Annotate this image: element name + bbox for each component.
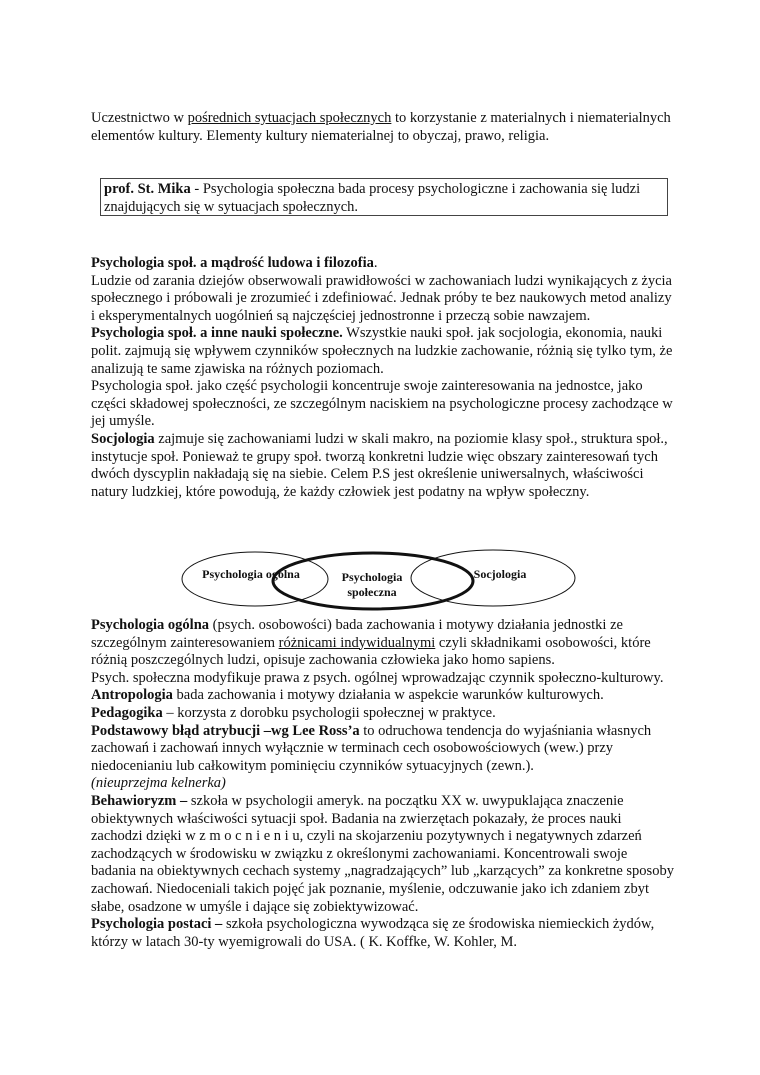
section-gestalt-heading: Psychologia postaci – xyxy=(91,916,223,933)
section-attribution-error: Podstawowy błąd atrybucji –wg Lee Ross’a to odruchowa tendencja do wyjaśniania własnych zachowań i zachowań innych wyłącznie w terminach cech osobowościowych (wew.) przy niedocenianiu lub całkowitym pominięciu czynników sytuacyjnych (zewn.). (nieuprzejma kelnerka) xyxy=(91,722,652,792)
section-general-psych-heading: Psychologia ogólna xyxy=(91,617,210,633)
section-sociology-body: zajmuje się zachowaniami ludzi w skali makro, na poziomie klasy społ., struktura społ., instytucje społ. Ponieważ te grupy społ. tworzą konkretni ludzie więc obszary zainteresowań tych dwóch dyscyplin nakładają się na siebie. Celem P.S jest określenie uniwersalnych, właściwości natury ludzkiej, które powodują, że każdy człowiek jest podatny na wpływ społeczny. xyxy=(91,430,668,500)
venn-center-label-1: Psychologia xyxy=(341,570,403,584)
venn-left-label: Psychologia ogólna xyxy=(202,567,300,581)
section-sociology xyxy=(91,431,676,501)
intro-paragraph xyxy=(91,110,676,145)
section-other-sciences-body: Wszystkie nauki społ. jak socjologia, ekonomia, nauki polit. zajmują się wpływem czynników społecznych na ludzkie zachowanie, różnią się tylko tym, że analizują te same zjawiska na różnych poziomach. xyxy=(91,325,673,377)
section-other-sciences-heading: Psychologia społ. a inne nauki społeczne. xyxy=(91,325,343,342)
intro-underlined-term: pośrednich sytuacjach społecznych xyxy=(187,110,392,126)
definition-text: - Psychologia społeczna bada procesy psychologiczne i zachowania się ludzi znajdujących się w sytuacjach społecznych. xyxy=(104,181,641,215)
section-behaviorism-heading: Behawioryzm – xyxy=(91,792,188,809)
section-sociology-heading: Socjologia xyxy=(91,430,155,447)
section-social-psych-mod: Psych. społeczna modyfikuje prawa z psych. ogólnej wprowadzając czynnik społeczno-kulturowy. xyxy=(91,669,664,686)
section-general-psych-underlined: różnicami indywidualnymi xyxy=(278,634,436,651)
intro-text-end: to korzystanie z materialnych i niematerialnych elementów kultury. Elementy kultury niematerialnej to obyczaj, prawo, religia. xyxy=(91,110,671,144)
section-anthropology-heading: Antropologia xyxy=(91,687,173,704)
intro-text-start: Uczestnictwo w xyxy=(91,110,188,126)
section-gestalt: Psychologia postaci – szkoła psychologiczna wywodząca się ze środowiska niemieckich żydów, którzy w latach 30-ty wyemigrowali do USA. ( K. Koffke, W. Kohler, M. xyxy=(91,916,655,950)
section-other-sciences xyxy=(91,325,676,378)
venn-right-label: Socjologia xyxy=(473,567,527,581)
section-anthropology: Antropologia bada zachowania i motywy działania w aspekcie warunków kulturowych. xyxy=(91,687,604,704)
section-folk-wisdom-heading: Psychologia społ. a mądrość ludowa i filozofia xyxy=(91,255,374,271)
venn-center-label-2: społeczna xyxy=(347,585,397,599)
section-pedagogy-heading: Pedagogika xyxy=(91,704,163,721)
definition-box xyxy=(100,178,668,216)
section-folk-wisdom-body: Ludzie od zarania dziejów obserwowali prawidłowości w zachowaniach ludzi wynikających z życia społecznego i próbowali je zrozumieć i zdefiniować. Jednak próby te bez naukowych metod analizy i eksperymentalnych uogólnień są najczęściej jednostronne i przeczą sobie nawzajem. xyxy=(91,272,672,324)
section-folk-wisdom: Psychologia społ. a mądrość ludowa i filozofia. Ludzie od zarania dziejów obserwowali prawidłowości w zachowaniach ludzi wynikających z życia społecznego i próbowali je zrozumieć i zdefiniować. Jednak próby te bez naukowych metod analizy i eksperymentalnych uogólnień są najczęściej jednostronne i przeczą sobie nawzajem. xyxy=(91,255,672,324)
section-pedagogy: Pedagogika – korzysta z dorobku psychologii społecznej w praktyce. xyxy=(91,704,496,721)
section-attribution-example: (nieuprzejma kelnerka) xyxy=(91,775,226,792)
section-social-psych-part: Psychologia społ. jako część psychologii koncentruje swoje zainteresowania na jednostce, jako części składowej społeczności, ze szczególnym naciskiem na psychologiczne procesy zachodzące w jej umyśle. xyxy=(91,378,673,430)
main-text-part-2 xyxy=(91,617,676,951)
main-text-part-1 xyxy=(91,255,676,501)
definition-author: prof. St. Mika xyxy=(104,181,191,197)
section-general-psych: Psychologia ogólna (psych. osobowości) bada zachowania i motywy działania jednostki ze szczególnym zainteresowaniem różnicami indywidualnymi czyli składnikami osobowości, które różnią poszczególnych ludzi, opisuje zachowania człowieka jako homo sapiens. xyxy=(91,617,651,669)
venn-diagram xyxy=(175,546,605,616)
section-behaviorism: Behawioryzm – szkoła w psychologii ameryk. na początku XX w. uwypuklająca znaczenie obiektywnych właściwości sytuacji społ. Badania na zwierzętach pokazały, że proces nauki zachodzi dzięki w z m o c n i e n i u, czyli na skojarzeniu pozytywnych i negatywnych zdarzeń zachodzących w środowisku w związku z określonymi zachowaniami. Koncentrowali swoje badania na obiektywnych cechach systemy „nagradzających” lub „karzących” za konkretne sposoby zachowań. Niedoceniali takich pojęć jak poznanie, myślenie, odczuwanie jako ich zdaniem zbyt słabe, osadzone w umyśle i dające się zobiektywizować. xyxy=(91,792,674,915)
section-attribution-heading: Podstawowy błąd atrybucji –wg Lee Ross’a xyxy=(91,722,360,739)
